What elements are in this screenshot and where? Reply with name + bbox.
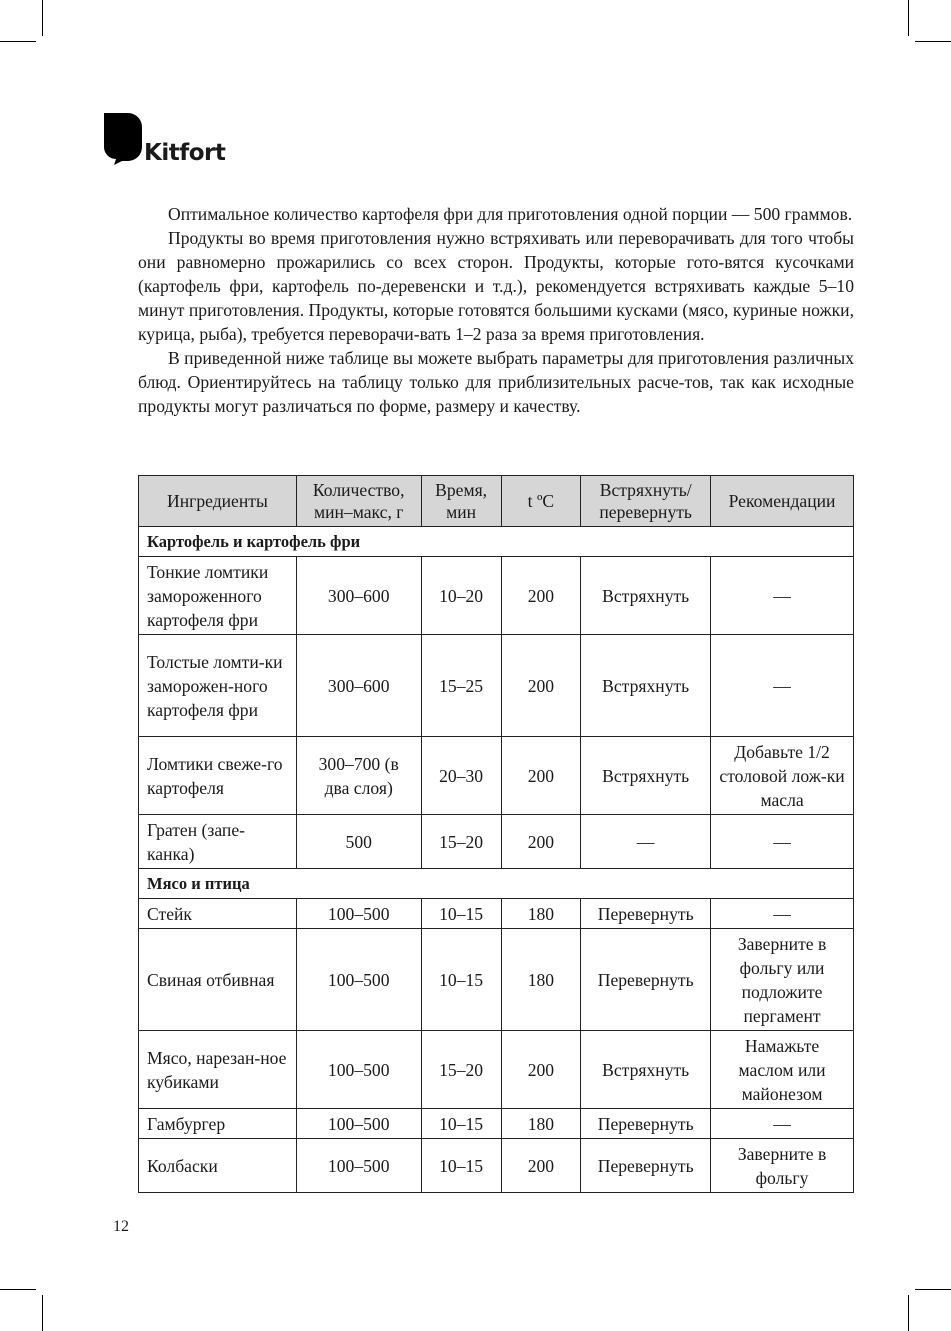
paragraph: Продукты во время приготовления нужно встряхивать или переворачивать для того чтобы они равномерно прожарились со всех сторон. Продукты, которые гото-вятся кусочками (картофель фри, картофель по-деревенски и т.д.), рекомендуется встряхивать каждые 5–10 минут приготовления. Продукты, которые готовятся большими кусками (мясо, куриные ножки, курица, рыба), требуется переворачи-вать 1–2 раза за время приготовления.: [138, 228, 854, 344]
col-header: Ингредиенты: [139, 476, 297, 527]
cell: Колбаски: [139, 1139, 297, 1193]
cell: 300–600: [296, 557, 421, 635]
cell: Гратен (запе-канка): [139, 815, 297, 869]
cell: 20–30: [421, 737, 501, 815]
cell: Встряхнуть: [581, 557, 711, 635]
section-title: Картофель и картофель фри: [139, 527, 854, 557]
cell: 100–500: [296, 1109, 421, 1139]
section-title: Мясо и птица: [139, 869, 854, 899]
cell: Мясо, нарезан-ное кубиками: [139, 1031, 297, 1109]
table-row: [139, 635, 854, 737]
cell: 100–500: [296, 1031, 421, 1109]
crop-mark: [0, 41, 36, 42]
cell: Перевернуть: [581, 899, 711, 929]
section-row: [139, 869, 854, 899]
crop-mark: [915, 1289, 951, 1290]
cell: Перевернуть: [581, 929, 711, 1031]
cell: —: [711, 557, 854, 635]
cell: 200: [501, 635, 581, 737]
cell: Перевернуть: [581, 1109, 711, 1139]
cell: 200: [501, 1031, 581, 1109]
cell: 300–700 (в два слоя): [296, 737, 421, 815]
page-number: 12: [113, 1218, 129, 1235]
col-header: Встряхнуть/ перевернуть: [581, 476, 711, 527]
table-row: [139, 557, 854, 635]
table-row: [139, 737, 854, 815]
cell: Встряхнуть: [581, 737, 711, 815]
cell: 180: [501, 1109, 581, 1139]
cell: 10–15: [421, 899, 501, 929]
cell: —: [711, 815, 854, 869]
table-header-row: [139, 476, 854, 527]
cell: Заверните в фольгу или подложите пергамент: [711, 929, 854, 1031]
cell: 15–20: [421, 815, 501, 869]
table-row: [139, 1139, 854, 1193]
cell: 300–600: [296, 635, 421, 737]
cell: —: [581, 815, 711, 869]
cell: Встряхнуть: [581, 635, 711, 737]
cell: Толстые ломти-ки заморожен-ного картофеля фри: [139, 635, 297, 737]
crop-mark: [908, 1295, 909, 1331]
cell: 100–500: [296, 1139, 421, 1193]
cell: 15–25: [421, 635, 501, 737]
cell: —: [711, 1109, 854, 1139]
crop-mark: [42, 0, 43, 36]
crop-mark: [908, 0, 909, 36]
col-header: t ºС: [501, 476, 581, 527]
kitfort-logo-icon: [104, 113, 142, 165]
cell: 10–20: [421, 557, 501, 635]
cell: Гамбургер: [139, 1109, 297, 1139]
col-header: Рекомендации: [711, 476, 854, 527]
cell: —: [711, 635, 854, 737]
cell: Ломтики свеже-го картофеля: [139, 737, 297, 815]
table-row: [139, 1109, 854, 1139]
cell: 200: [501, 815, 581, 869]
cell: 10–15: [421, 1109, 501, 1139]
cell: 500: [296, 815, 421, 869]
cell: 200: [501, 557, 581, 635]
table-row: [139, 815, 854, 869]
crop-mark: [0, 1289, 36, 1290]
col-header: Количество, мин–макс, г: [296, 476, 421, 527]
paragraph: В приведенной ниже таблице вы можете выбрать параметры для приготовления различных блюд. Ориентируйтесь на таблицу только для приблизительных расче-тов, так как исходные продукты могут различаться по форме, размеру и качеству.: [138, 348, 854, 416]
cell: 10–15: [421, 929, 501, 1031]
cell: Намажьте маслом или майонезом: [711, 1031, 854, 1109]
table-row: [139, 1031, 854, 1109]
cell: 10–15: [421, 1139, 501, 1193]
intro-text: [138, 202, 854, 418]
cell: Стейк: [139, 899, 297, 929]
cell: 100–500: [296, 899, 421, 929]
table-row: [139, 929, 854, 1031]
cell: Перевернуть: [581, 1139, 711, 1193]
col-header: Время, мин: [421, 476, 501, 527]
cell: Добавьте 1/2 столовой лож-ки масла: [711, 737, 854, 815]
cell: 200: [501, 737, 581, 815]
table-row: [139, 899, 854, 929]
crop-mark: [915, 41, 951, 42]
cooking-table: [138, 475, 854, 1193]
cell: Свиная отбивная: [139, 929, 297, 1031]
crop-mark: [42, 1295, 43, 1331]
cell: 100–500: [296, 929, 421, 1031]
cell: 15–20: [421, 1031, 501, 1109]
cell: Встряхнуть: [581, 1031, 711, 1109]
cell: —: [711, 899, 854, 929]
brand-logo: [104, 113, 225, 165]
cell: 180: [501, 899, 581, 929]
paragraph: Оптимальное количество картофеля фри для приготовления одной порции — 500 граммов.: [168, 204, 853, 224]
brand-name: Kitfort: [144, 140, 226, 166]
cell: Тонкие ломтики замороженного картофеля фри: [139, 557, 297, 635]
cell: 200: [501, 1139, 581, 1193]
cell: Заверните в фольгу: [711, 1139, 854, 1193]
cell: 180: [501, 929, 581, 1031]
section-row: [139, 527, 854, 557]
